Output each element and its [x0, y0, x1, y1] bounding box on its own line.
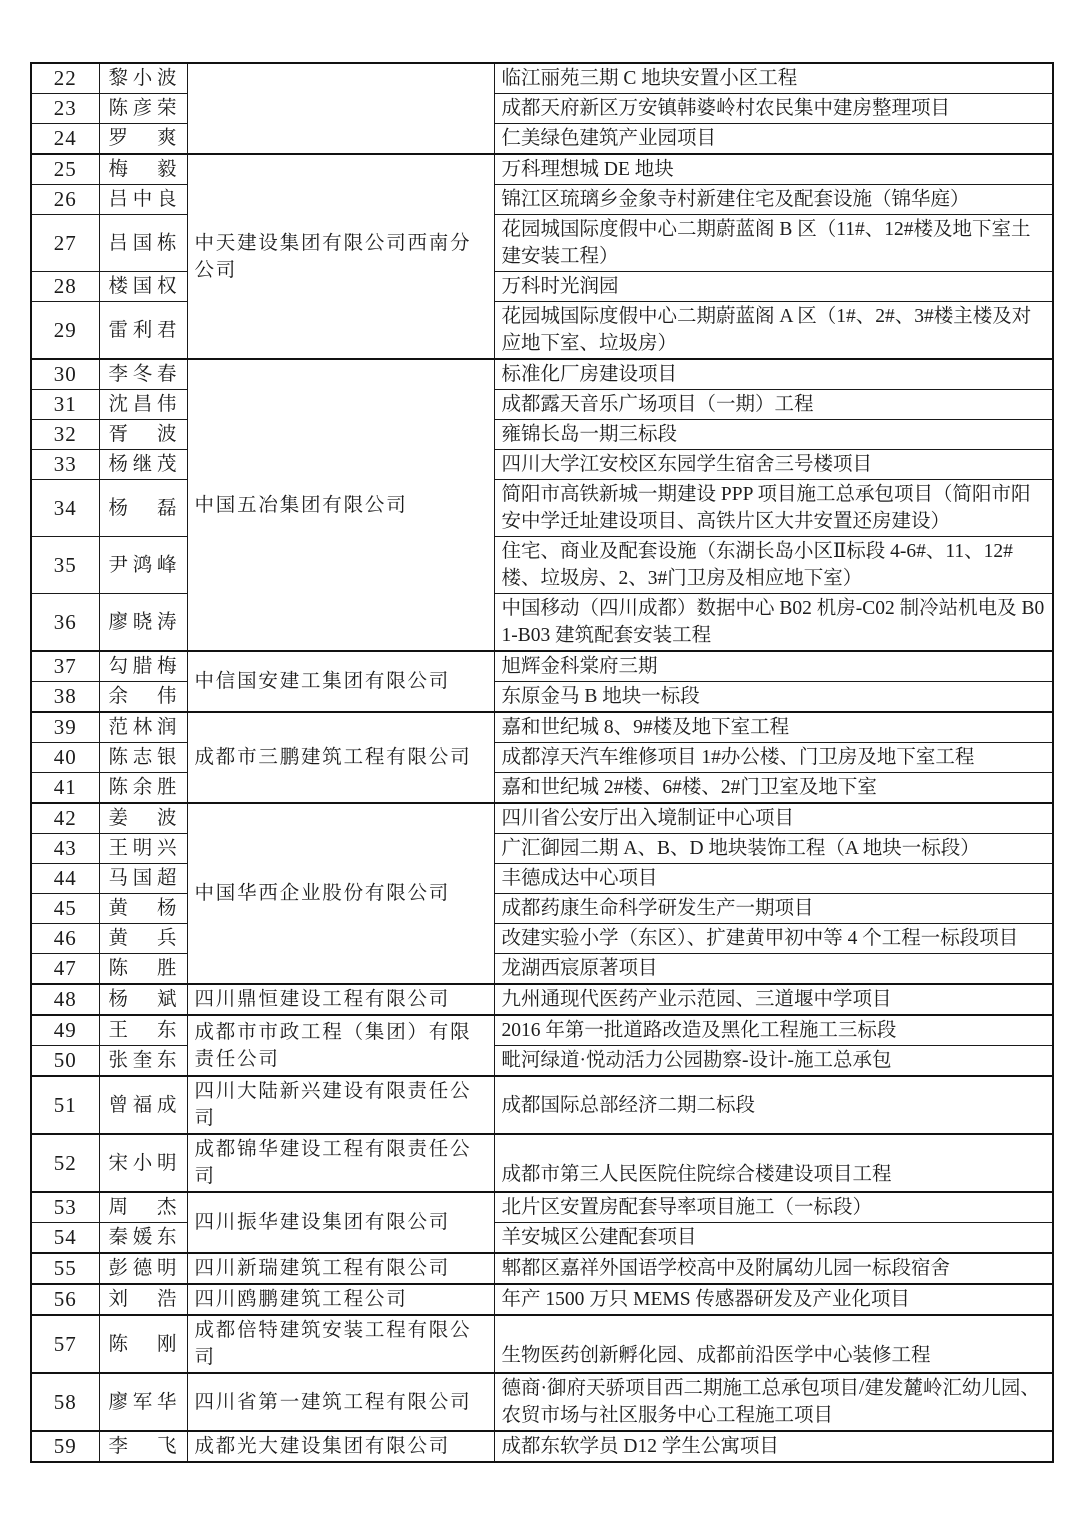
row-number-cell: 34	[31, 480, 99, 537]
person-name-cell: 姜 波	[99, 803, 187, 834]
table-row	[31, 63, 1053, 94]
row-number-cell: 30	[31, 359, 99, 390]
company-cell: 成都锦华建设工程有限责任公司	[187, 1134, 494, 1192]
company-cell: 中国五冶集团有限公司	[187, 359, 494, 651]
row-number-cell: 27	[31, 215, 99, 272]
project-cell: 毗河绿道·悦动活力公园勘察-设计-施工总承包	[494, 1046, 1053, 1077]
person-name-cell: 陈余胜	[99, 773, 187, 804]
row-number-cell: 46	[31, 924, 99, 954]
table-row	[31, 1015, 1053, 1046]
company-cell: 四川鼎恒建设工程有限公司	[187, 984, 494, 1015]
table-row	[31, 834, 1053, 864]
project-cell: 成都淳天汽车维修项目 1#办公楼、门卫房及地下室工程	[494, 743, 1053, 773]
row-number-cell: 28	[31, 272, 99, 302]
row-number-cell: 26	[31, 185, 99, 215]
project-cell: 仁美绿色建筑产业园项目	[494, 124, 1053, 155]
project-cell: 花园城国际度假中心二期蔚蓝阁 A 区（1#、2#、3#楼主楼及对应地下室、垃圾房）	[494, 302, 1053, 360]
company-cell: 中天建设集团有限公司西南分公司	[187, 154, 494, 359]
project-cell: 九州通现代医药产业示范园、三道堰中学项目	[494, 984, 1053, 1015]
table-row	[31, 537, 1053, 594]
table-row	[31, 154, 1053, 185]
table-row	[31, 1253, 1053, 1284]
table-row	[31, 651, 1053, 682]
project-cell: 万科理想城 DE 地块	[494, 154, 1053, 185]
row-number-cell: 31	[31, 390, 99, 420]
table-row	[31, 272, 1053, 302]
company-cell: 四川鸥鹏建筑工程公司	[187, 1284, 494, 1315]
project-cell: 成都东软学员 D12 学生公寓项目	[494, 1431, 1053, 1462]
person-name-cell: 刘 浩	[99, 1284, 187, 1315]
table-row	[31, 1076, 1053, 1134]
row-number-cell: 59	[31, 1431, 99, 1462]
company-cell	[187, 63, 494, 154]
row-number-cell: 40	[31, 743, 99, 773]
table-row	[31, 1284, 1053, 1315]
row-number-cell: 37	[31, 651, 99, 682]
person-name-cell: 陈彦荣	[99, 94, 187, 124]
person-name-cell: 杨继茂	[99, 450, 187, 480]
table-row	[31, 420, 1053, 450]
table-row	[31, 894, 1053, 924]
project-cell: 德商·御府天骄项目西二期施工总承包项目/建发麓岭汇幼儿园、农贸市场与社区服务中心工程施工项目	[494, 1373, 1053, 1431]
table-row	[31, 743, 1053, 773]
person-name-cell: 王 东	[99, 1015, 187, 1046]
person-name-cell: 吕国栋	[99, 215, 187, 272]
table-row	[31, 803, 1053, 834]
row-number-cell: 57	[31, 1315, 99, 1373]
company-cell: 成都倍特建筑安装工程有限公司	[187, 1315, 494, 1373]
table-row	[31, 1431, 1053, 1462]
table-row	[31, 712, 1053, 743]
table-row	[31, 302, 1053, 360]
row-number-cell: 58	[31, 1373, 99, 1431]
project-cell: 旭辉金科棠府三期	[494, 651, 1053, 682]
row-number-cell: 29	[31, 302, 99, 360]
person-name-cell: 黄 兵	[99, 924, 187, 954]
person-name-cell: 张奎东	[99, 1046, 187, 1077]
person-name-cell: 陈 刚	[99, 1315, 187, 1373]
person-name-cell: 吕中良	[99, 185, 187, 215]
person-name-cell: 黎小波	[99, 63, 187, 94]
person-name-cell: 马国超	[99, 864, 187, 894]
table-row	[31, 682, 1053, 713]
row-number-cell: 56	[31, 1284, 99, 1315]
project-cell: 简阳市高铁新城一期建设 PPP 项目施工总承包项目（简阳市阳安中学迁址建设项目、高铁片区大井安置还房建设）	[494, 480, 1053, 537]
row-number-cell: 25	[31, 154, 99, 185]
person-name-cell: 曾福成	[99, 1076, 187, 1134]
project-cell: 花园城国际度假中心二期蔚蓝阁 B 区（11#、12#楼及地下室土建安装工程）	[494, 215, 1053, 272]
row-number-cell: 41	[31, 773, 99, 804]
project-cell: 雍锦长岛一期三标段	[494, 420, 1053, 450]
company-cell: 四川振华建设集团有限公司	[187, 1192, 494, 1253]
row-number-cell: 23	[31, 94, 99, 124]
row-number-cell: 42	[31, 803, 99, 834]
row-number-cell: 54	[31, 1223, 99, 1254]
person-name-cell: 杨 斌	[99, 984, 187, 1015]
project-cell: 北片区安置房配套导率项目施工（一标段）	[494, 1192, 1053, 1223]
company-cell: 中国华西企业股份有限公司	[187, 803, 494, 984]
row-number-cell: 47	[31, 954, 99, 985]
project-cell: 成都市第三人民医院住院综合楼建设项目工程	[494, 1134, 1053, 1192]
table-row	[31, 215, 1053, 272]
company-cell: 四川新瑞建筑工程有限公司	[187, 1253, 494, 1284]
person-name-cell: 周 杰	[99, 1192, 187, 1223]
company-cell: 成都市市政工程（集团）有限责任公司	[187, 1015, 494, 1076]
table-row	[31, 450, 1053, 480]
project-cell: 住宅、商业及配套设施（东湖长岛小区Ⅱ标段 4-6#、11、12#楼、垃圾房、2、3#门卫房及相应地下室）	[494, 537, 1053, 594]
row-number-cell: 53	[31, 1192, 99, 1223]
person-name-cell: 黄 杨	[99, 894, 187, 924]
table-row	[31, 390, 1053, 420]
table-body	[31, 63, 1053, 1462]
project-cell: 生物医药创新孵化园、成都前沿医学中心装修工程	[494, 1315, 1053, 1373]
project-cell: 2016 年第一批道路改造及黑化工程施工三标段	[494, 1015, 1053, 1046]
project-cell: 中国移动（四川成都）数据中心 B02 机房-C02 制冷站机电及 B01-B03 建筑配套安装工程	[494, 594, 1053, 652]
row-number-cell: 50	[31, 1046, 99, 1077]
company-cell: 四川省第一建筑工程有限公司	[187, 1373, 494, 1431]
person-name-cell: 胥 波	[99, 420, 187, 450]
personnel-project-table	[30, 62, 1054, 1463]
row-number-cell: 44	[31, 864, 99, 894]
project-cell: 成都天府新区万安镇韩婆岭村农民集中建房整理项目	[494, 94, 1053, 124]
table-row	[31, 773, 1053, 804]
table-row	[31, 594, 1053, 652]
project-cell: 临江丽苑三期 C 地块安置小区工程	[494, 63, 1053, 94]
table-row	[31, 1373, 1053, 1431]
row-number-cell: 33	[31, 450, 99, 480]
project-cell: 成都国际总部经济二期二标段	[494, 1076, 1053, 1134]
person-name-cell: 陈 胜	[99, 954, 187, 985]
person-name-cell: 尹鸿峰	[99, 537, 187, 594]
row-number-cell: 35	[31, 537, 99, 594]
table-row	[31, 1315, 1053, 1373]
project-cell: 成都露天音乐广场项目（一期）工程	[494, 390, 1053, 420]
table-row	[31, 185, 1053, 215]
project-cell: 羊安城区公建配套项目	[494, 1223, 1053, 1254]
project-cell: 年产 1500 万只 MEMS 传感器研发及产业化项目	[494, 1284, 1053, 1315]
row-number-cell: 52	[31, 1134, 99, 1192]
table-row	[31, 124, 1053, 155]
person-name-cell: 沈昌伟	[99, 390, 187, 420]
person-name-cell: 秦媛东	[99, 1223, 187, 1254]
table-row	[31, 480, 1053, 537]
person-name-cell: 勾腊梅	[99, 651, 187, 682]
table-row	[31, 1134, 1053, 1192]
person-name-cell: 梅 毅	[99, 154, 187, 185]
row-number-cell: 24	[31, 124, 99, 155]
row-number-cell: 39	[31, 712, 99, 743]
person-name-cell: 楼国权	[99, 272, 187, 302]
table-row	[31, 1192, 1053, 1223]
person-name-cell: 雷利君	[99, 302, 187, 360]
project-cell: 嘉和世纪城 8、9#楼及地下室工程	[494, 712, 1053, 743]
person-name-cell: 王明兴	[99, 834, 187, 864]
row-number-cell: 32	[31, 420, 99, 450]
table-row	[31, 864, 1053, 894]
project-cell: 东原金马 B 地块一标段	[494, 682, 1053, 713]
person-name-cell: 廖军华	[99, 1373, 187, 1431]
project-cell: 龙湖西宸原著项目	[494, 954, 1053, 985]
company-cell: 成都光大建设集团有限公司	[187, 1431, 494, 1462]
table-row	[31, 359, 1053, 390]
person-name-cell: 陈志银	[99, 743, 187, 773]
project-cell: 四川大学江安校区东园学生宿舍三号楼项目	[494, 450, 1053, 480]
row-number-cell: 45	[31, 894, 99, 924]
person-name-cell: 李冬春	[99, 359, 187, 390]
row-number-cell: 48	[31, 984, 99, 1015]
table-row	[31, 1046, 1053, 1077]
row-number-cell: 36	[31, 594, 99, 652]
row-number-cell: 22	[31, 63, 99, 94]
project-cell: 改建实验小学（东区）、扩建黄甲初中等 4 个工程一标段项目	[494, 924, 1053, 954]
table-row	[31, 1223, 1053, 1254]
project-cell: 郫都区嘉祥外国语学校高中及附属幼儿园一标段宿舍	[494, 1253, 1053, 1284]
company-cell: 四川大陆新兴建设有限责任公司	[187, 1076, 494, 1134]
table-row	[31, 94, 1053, 124]
row-number-cell: 49	[31, 1015, 99, 1046]
person-name-cell: 杨 磊	[99, 480, 187, 537]
project-cell: 锦江区琉璃乡金象寺村新建住宅及配套设施（锦华庭）	[494, 185, 1053, 215]
project-cell: 万科时光润园	[494, 272, 1053, 302]
person-name-cell: 余 伟	[99, 682, 187, 713]
row-number-cell: 51	[31, 1076, 99, 1134]
person-name-cell: 彭德明	[99, 1253, 187, 1284]
project-cell: 四川省公安厅出入境制证中心项目	[494, 803, 1053, 834]
table-row	[31, 954, 1053, 985]
row-number-cell: 38	[31, 682, 99, 713]
person-name-cell: 李 飞	[99, 1431, 187, 1462]
person-name-cell: 宋小明	[99, 1134, 187, 1192]
company-cell: 中信国安建工集团有限公司	[187, 651, 494, 712]
project-cell: 广汇御园二期 A、B、D 地块装饰工程（A 地块一标段）	[494, 834, 1053, 864]
project-cell: 标准化厂房建设项目	[494, 359, 1053, 390]
company-cell: 成都市三鹏建筑工程有限公司	[187, 712, 494, 803]
person-name-cell: 罗 爽	[99, 124, 187, 155]
row-number-cell: 43	[31, 834, 99, 864]
person-name-cell: 廖晓涛	[99, 594, 187, 652]
person-name-cell: 范林润	[99, 712, 187, 743]
project-cell: 丰德成达中心项目	[494, 864, 1053, 894]
table-row	[31, 984, 1053, 1015]
row-number-cell: 55	[31, 1253, 99, 1284]
table-row	[31, 924, 1053, 954]
project-cell: 嘉和世纪城 2#楼、6#楼、2#门卫室及地下室	[494, 773, 1053, 804]
project-cell: 成都药康生命科学研发生产一期项目	[494, 894, 1053, 924]
